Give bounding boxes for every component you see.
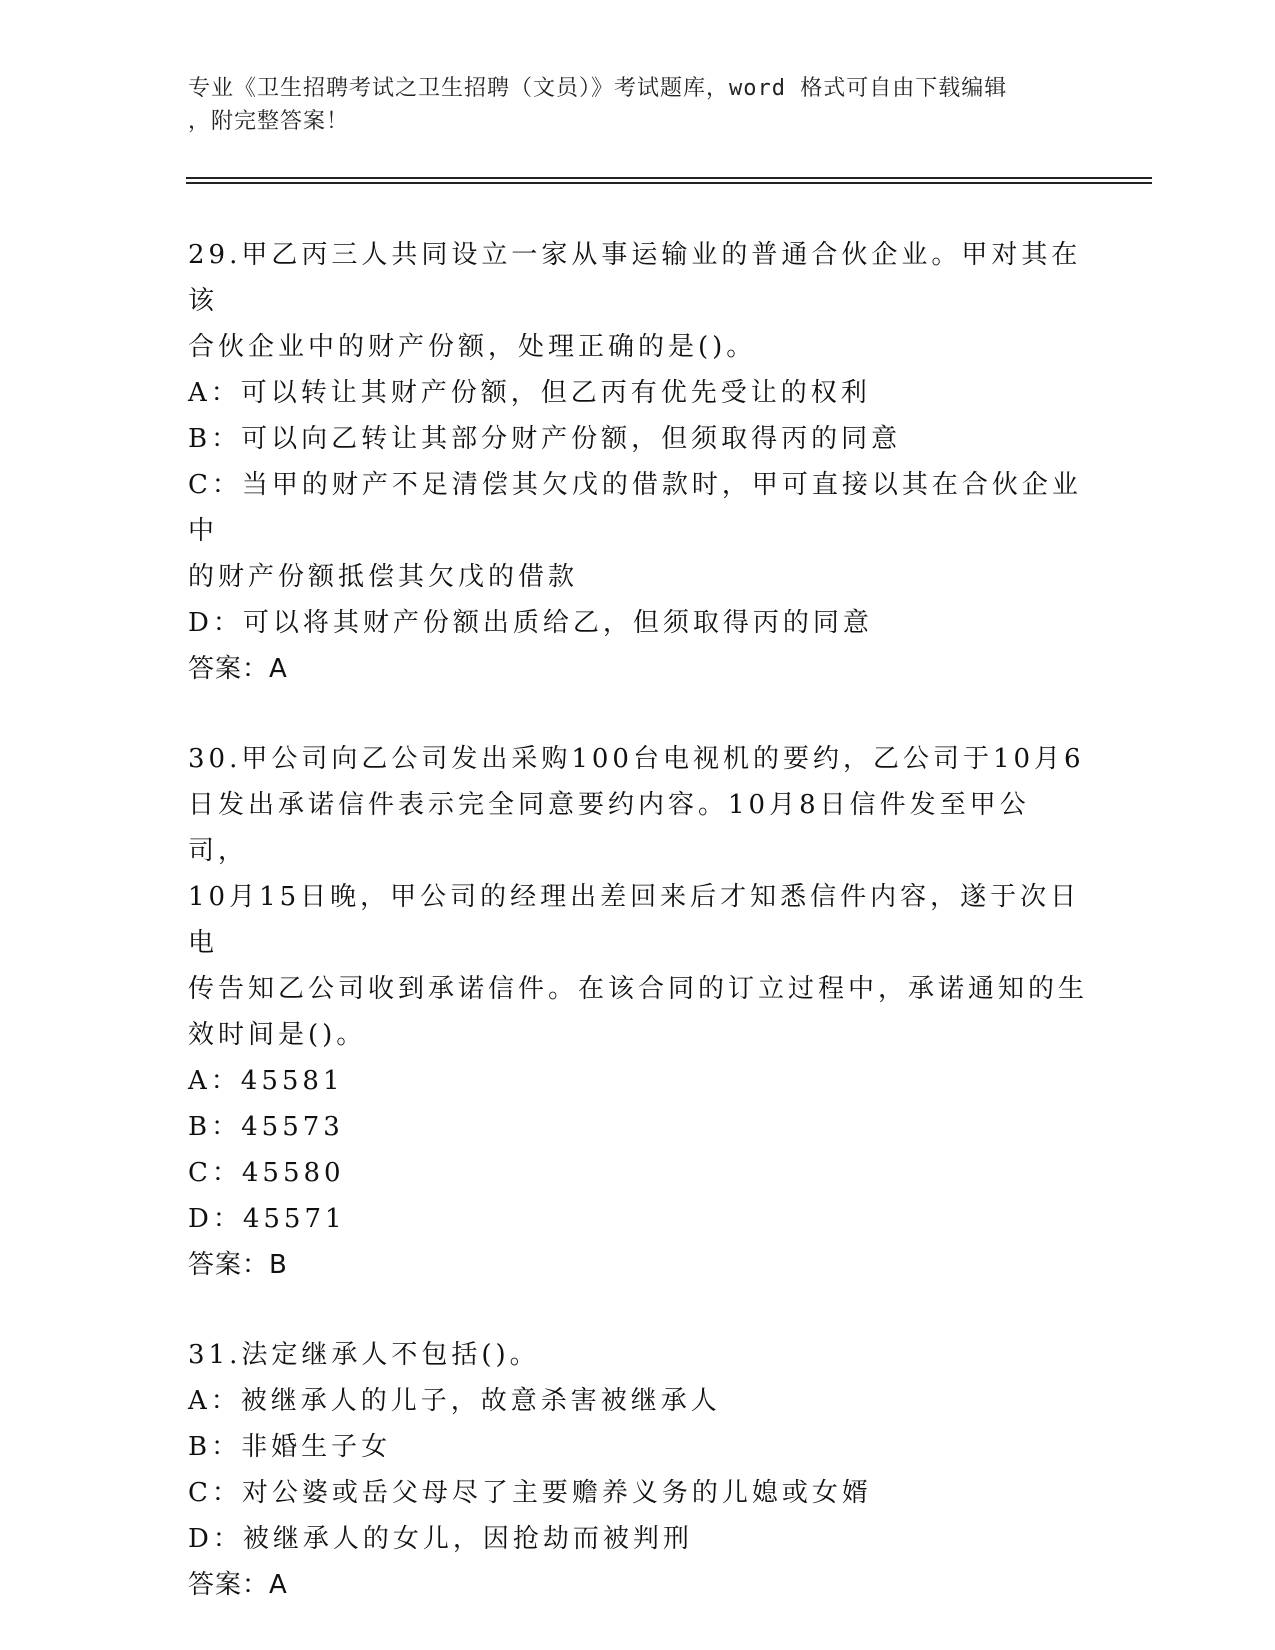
question-stem-line: 31.法定继承人不包括()。 (188, 1340, 540, 1370)
answer-label: 答案：A (188, 654, 288, 684)
question-list (188, 232, 1088, 1608)
answer-label: 答案：B (188, 1250, 288, 1280)
option-c-continued: 的财产份额抵偿其欠戊的借款 (188, 562, 579, 592)
question-stem-line: 10月15日晚，甲公司的经理出差回来后才知悉信件内容，遂于次日电 (188, 882, 1081, 958)
question-stem-line: 传告知乙公司收到承诺信件。在该合同的订立过程中，承诺通知的生 (188, 974, 1089, 1004)
option-b: B：45573 (188, 1112, 344, 1142)
question-30 (188, 736, 1088, 1288)
option-a: A：可以转让其财产份额，但乙丙有优先受让的权利 (188, 378, 871, 408)
option-c: C：45580 (188, 1158, 345, 1188)
question-stem-line: 30.甲公司向乙公司发出采购100台电视机的要约，乙公司于10月6 (188, 744, 1085, 774)
option-d: D：可以将其财产份额出质给乙，但须取得丙的同意 (188, 608, 873, 638)
option-c: C：当甲的财产不足清偿其欠戊的借款时，甲可直接以其在合伙企业中 (188, 470, 1082, 546)
option-b: B：非婚生子女 (188, 1432, 392, 1462)
option-a: A：45581 (188, 1066, 344, 1096)
header-line-1: 专业《卫生招聘考试之卫生招聘（文员）》考试题库，word 格式可自由下载编辑 (188, 76, 1008, 101)
question-stem-line: 日发出承诺信件表示完全同意要约内容。10月8日信件发至甲公司， (188, 790, 1030, 866)
header-divider-bottom (186, 182, 1152, 184)
option-d: D：45571 (188, 1204, 346, 1234)
option-d: D：被继承人的女儿，因抢劫而被判刑 (188, 1524, 693, 1554)
option-c: C：对公婆或岳父母尽了主要赡养义务的儿媳或女婿 (188, 1478, 872, 1508)
header-divider-top (186, 177, 1152, 179)
question-stem-line: 合伙企业中的财产份额，处理正确的是()。 (188, 332, 757, 362)
document-header (188, 72, 1078, 138)
option-a: A：被继承人的儿子，故意杀害被继承人 (188, 1386, 721, 1416)
option-b: B：可以向乙转让其部分财产份额，但须取得丙的同意 (188, 424, 902, 454)
answer-label: 答案：A (188, 1570, 288, 1600)
question-spacer (188, 692, 1088, 736)
question-29 (188, 232, 1088, 692)
question-stem-line: 29.甲乙丙三人共同设立一家从事运输业的普通合伙企业。甲对其在该 (188, 240, 1082, 316)
question-stem-line: 效时间是()。 (188, 1020, 367, 1050)
question-spacer (188, 1288, 1088, 1332)
header-line-2: ，附完整答案！ (188, 109, 350, 134)
question-31 (188, 1332, 1088, 1608)
